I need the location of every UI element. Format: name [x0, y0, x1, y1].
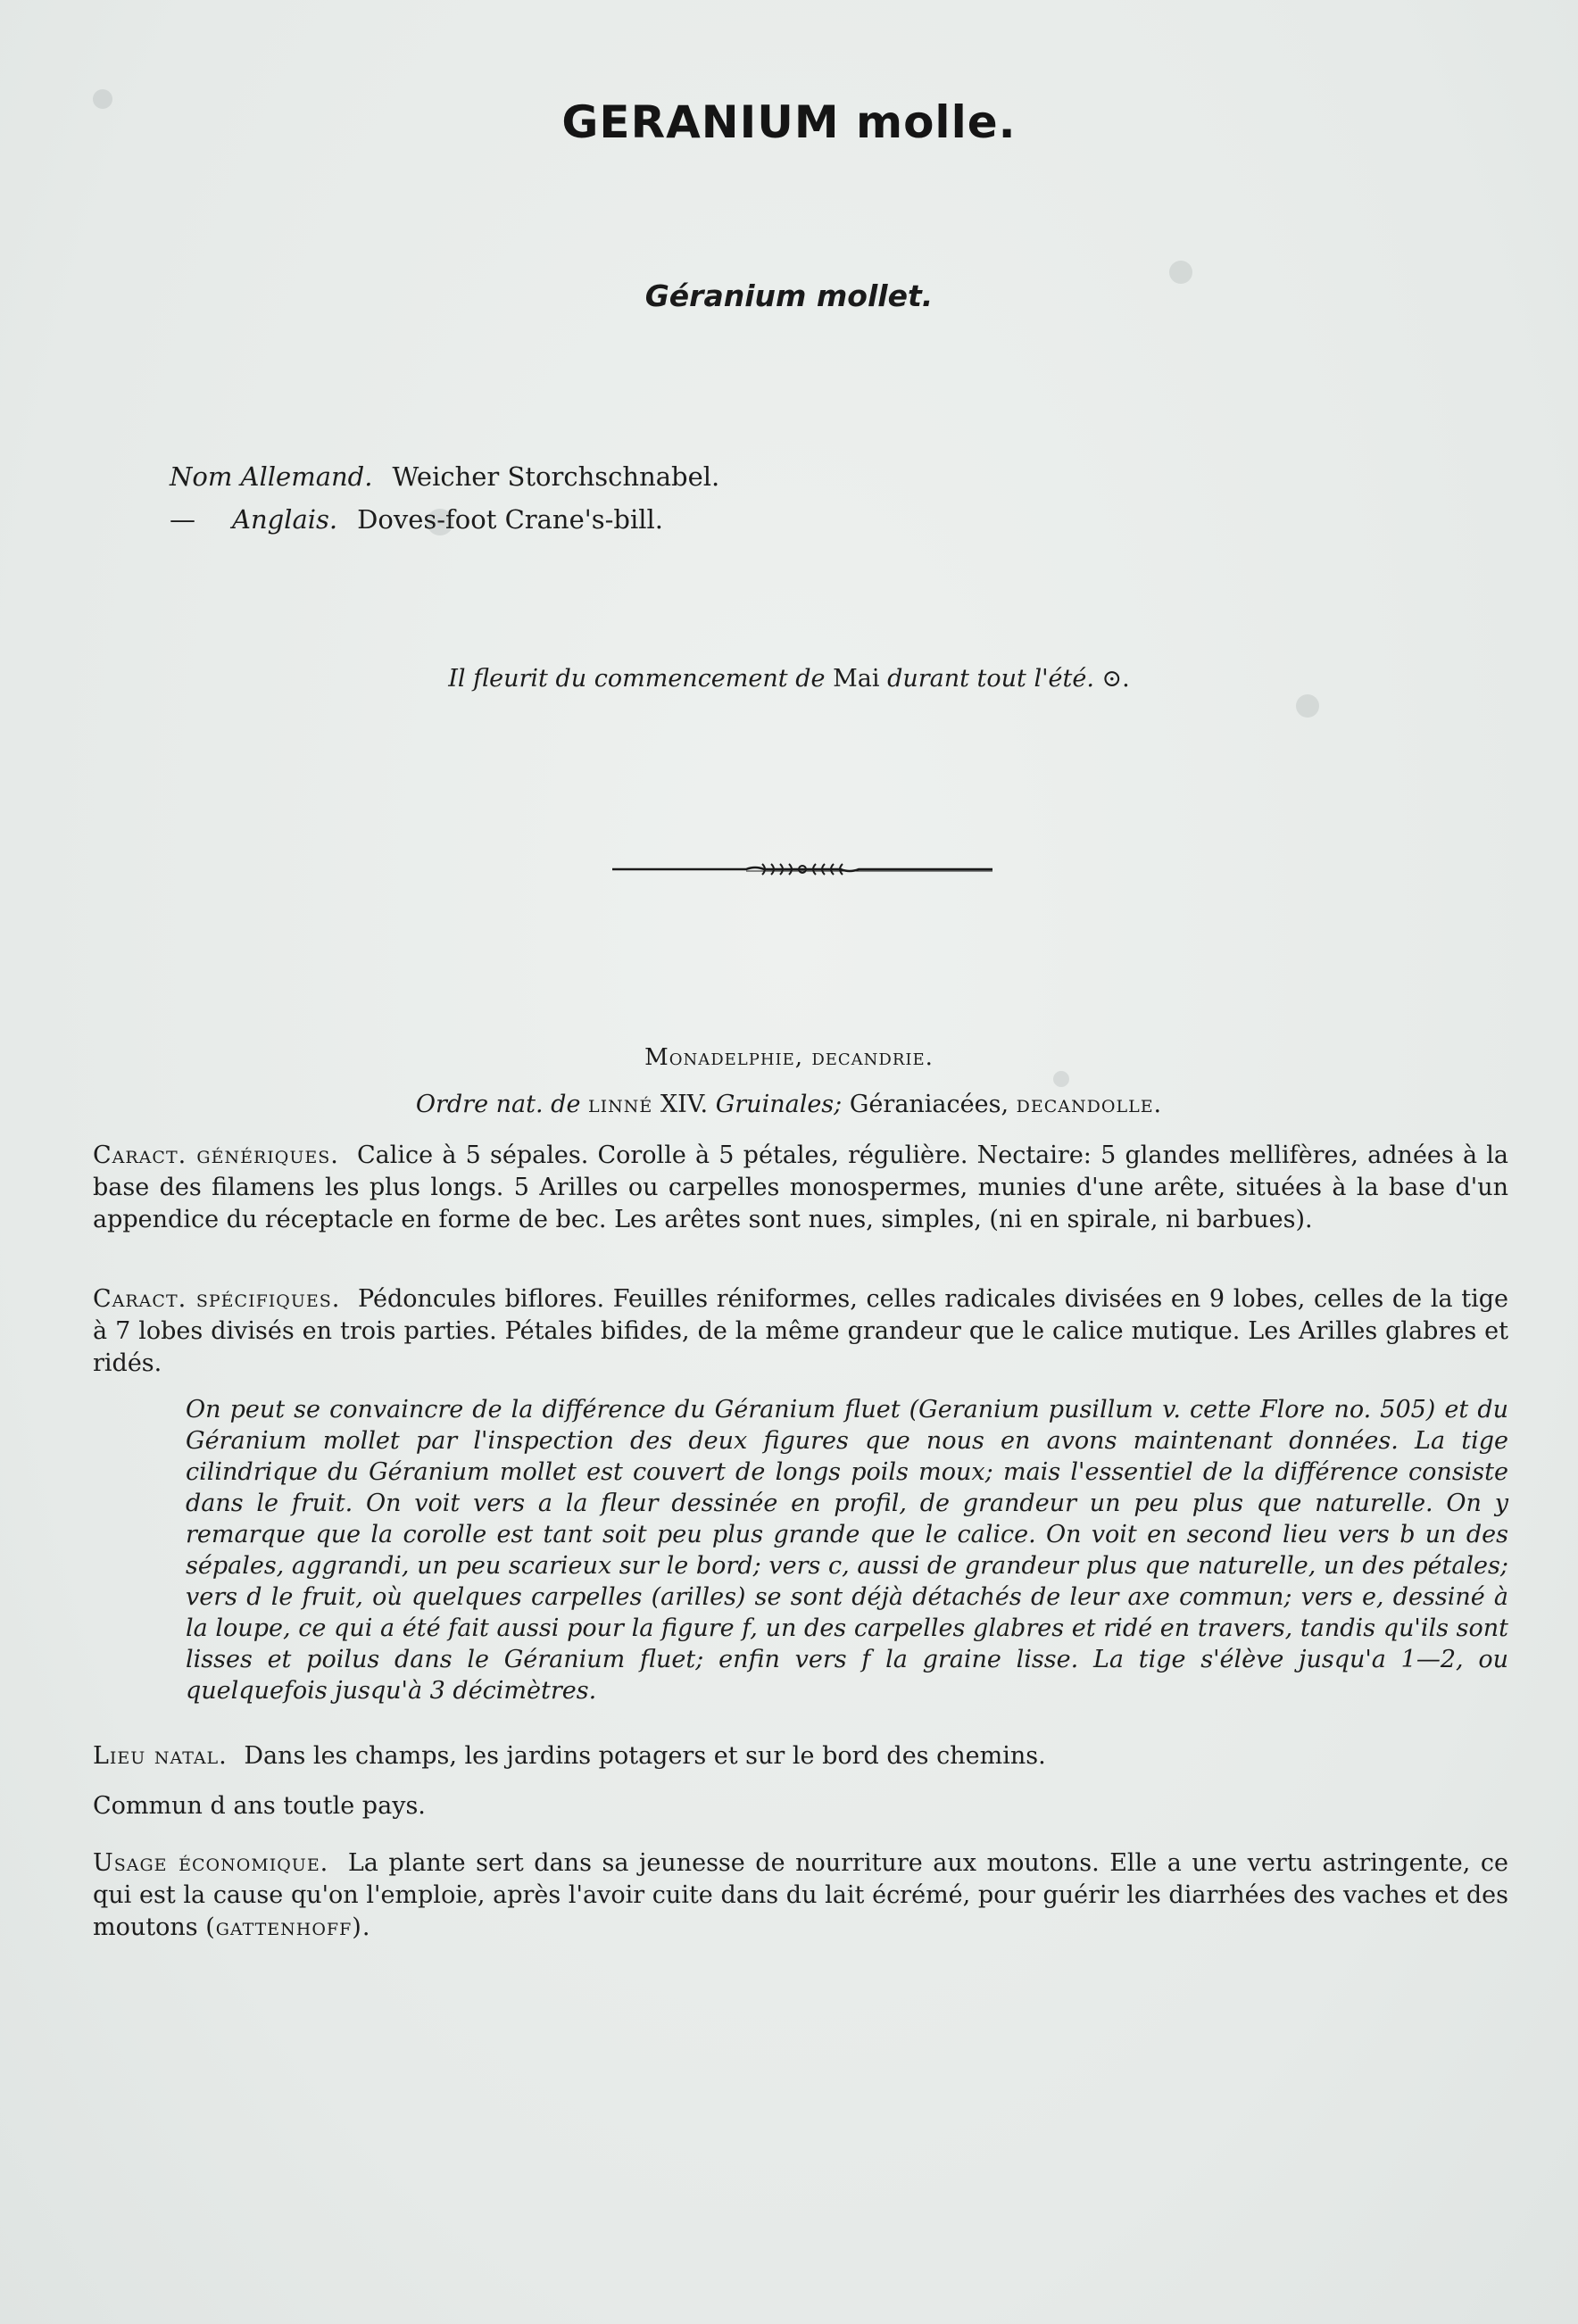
bloom-month: Mai: [833, 665, 880, 693]
bloom-text-b: de: [795, 665, 826, 693]
native-habitat-label: Lieu natal.: [93, 1742, 228, 1770]
flowering-note: [0, 665, 1578, 693]
economic-use-text: La plante sert dans sa jeunesse de nourriture aux moutons. Elle a une vertu astringente, ce qui est la cause qu'on l'emploie, après l'avoir cuite dans du lait écrémé, pour guérir les diarrhées des vaches et des moutons: [93, 1849, 1508, 1941]
german-value: Weicher Storchschnabel.: [392, 461, 720, 492]
page-title: GERANIUM molle.: [561, 96, 1017, 148]
french-name: Géranium mollet.: [644, 278, 934, 313]
linnean-class: Monadelphie, decandrie.: [644, 1044, 934, 1071]
economic-use: [93, 1847, 1508, 1944]
economic-use-label: Usage économique.: [93, 1849, 329, 1877]
comparison-note: On peut se convaincre de la différence du Géranium fluet (Geranium pusillum v. cette Flore no. 505) et du Géranium mollet par l'inspection des deux figures que nous en avons maintenant données. La tige cilindrique du Géranium mollet est couvert de longs poils moux; mais l'essentiel de la différence consiste dans le fruit. On voit vers a la fleur dessinée en profil, de grandeur un peu plus que naturelle. On y remarque que la corolle est tant soit peu plus grande que le calice. On voit en second lieu vers b un des sépales, aggrandi, un peu scarieux sur le bord; vers c, aussi de grandeur plus que naturelle, un des pétales; vers d le fruit, où quelques carpelles (arilles) se sont déjà détachés de leur axe commun; vers e, dessiné à la loupe, ce qui a été fait aussi pour la figure f, un des carpelles glabres et ridé en travers, tandis qu'ils sont lisses et poilus dans le Géranium fluet; enfin vers f la graine lisse. La tige s'élève jusqu'a 1—2, ou quelquefois jusqu'à 3 décimètres.: [186, 1396, 1508, 1705]
generic-characters-text: Calice à 5 sépales. Corolle à 5 pétales, régulière. Nectaire: 5 glandes mellifères, adnées à la base des filamens les plus longs. 5 Arilles ou carpelles monospermes, munies d'une arête, situées à la base d'un appendice du réceptacle en forme de bec. Les arêtes sont nues, simples, (ni en spirale, ni barbues).: [93, 1141, 1508, 1233]
economic-use-citation: (gattenhoff).: [205, 1913, 371, 1941]
specific-characters-label: Caract. spécifiques.: [93, 1285, 341, 1313]
distribution-note: Commun d ans toutle pays.: [93, 1792, 426, 1820]
generic-characters: [93, 1140, 1508, 1236]
specific-characters-text: Pédoncules biflores. Feuilles réniformes, celles radicales divisées en 9 lobes, celles de la tige à 7 lobes divisés en trois parties. Pétales bifides, de la même grandeur que le calice mutique. Les Arilles glabres et ridés.: [93, 1285, 1508, 1377]
english-name-row: [170, 498, 719, 541]
foxing-spot: [1296, 694, 1319, 718]
german-name-row: [170, 455, 719, 498]
foxing-spot: [1053, 1071, 1069, 1087]
ornament-divider: [612, 859, 992, 880]
ordre-family: Géraniacées,: [849, 1091, 1009, 1118]
ordre-author: linné: [588, 1091, 653, 1118]
ordre-number: XIV.: [660, 1091, 709, 1118]
ordre-name: Gruinales;: [715, 1091, 843, 1118]
native-habitat: [93, 1740, 1508, 1772]
bloom-text-d: durant tout l'été.: [887, 665, 1094, 693]
english-label: Anglais.: [232, 504, 338, 535]
natural-order: [0, 1091, 1578, 1118]
annual-symbol: ⊙.: [1101, 665, 1130, 693]
bloom-text-a: Il fleurit du commencement: [448, 665, 788, 693]
common-names: [170, 455, 719, 541]
ditto-dash: —: [170, 504, 195, 535]
english-value: Doves-foot Crane's-bill.: [357, 504, 664, 535]
native-habitat-text: Dans les champs, les jardins potagers et sur le bord des chemins.: [244, 1742, 1046, 1770]
ordre-family-author: decandolle.: [1016, 1091, 1163, 1118]
ordre-label: Ordre nat. de: [415, 1091, 581, 1118]
generic-characters-label: Caract. génériques.: [93, 1141, 339, 1169]
german-label: Nom Allemand.: [170, 461, 373, 492]
specific-characters: [93, 1283, 1508, 1380]
